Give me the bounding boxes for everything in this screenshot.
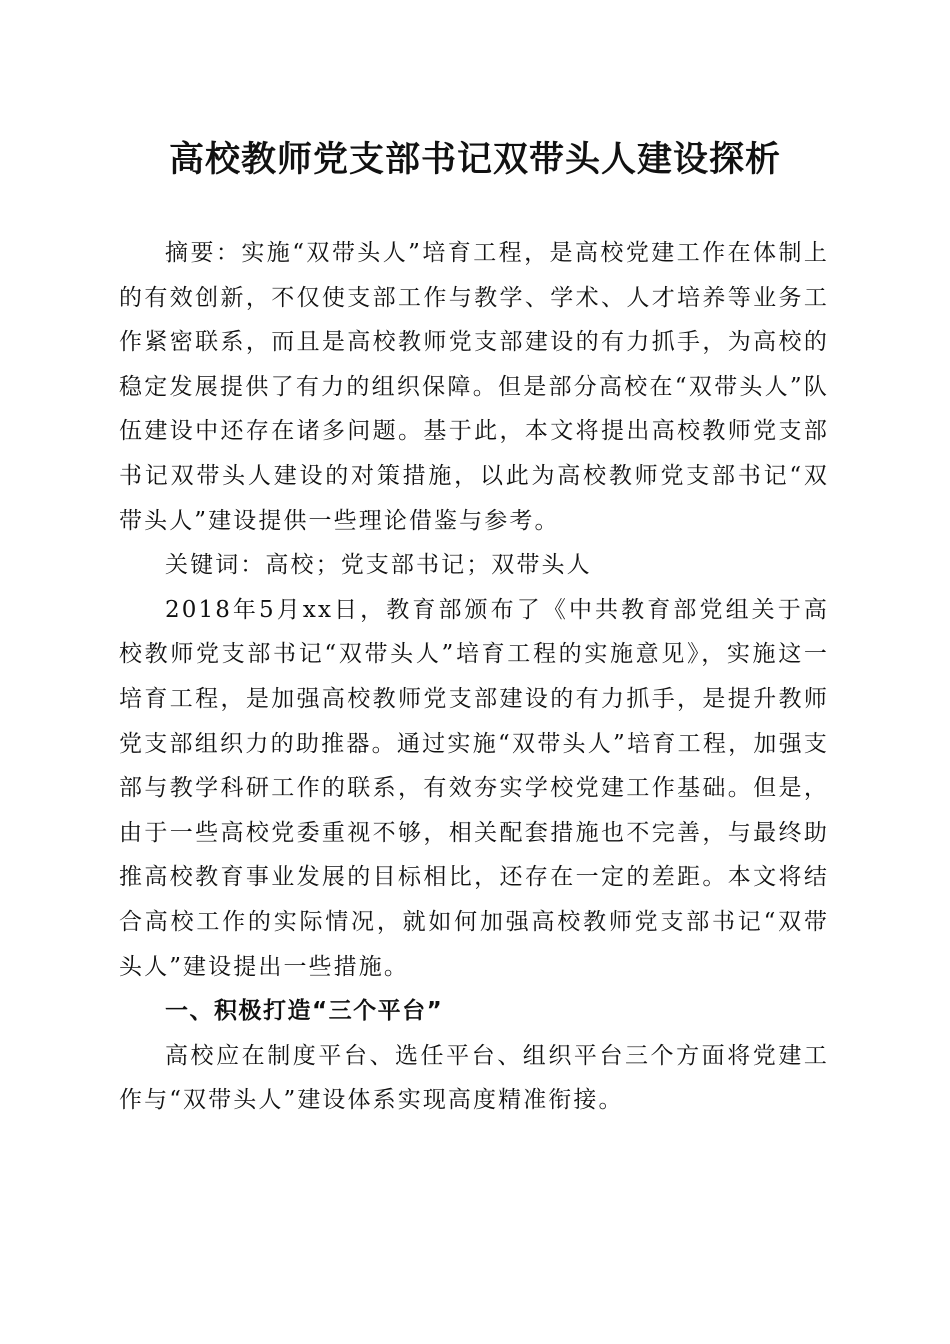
section-heading: 一、积极打造“三个平台” <box>165 998 444 1025</box>
intro-paragraph: 2018年5月xx日，教育部颁布了《中共教育部党组关于高校教师党支部书记“双带头人”培育工程的实施意见》，实施这一培育工程，是加强高校教师党支部建设的有力抓手，是提升教师党支部组织力的助推器。通过实施“双带头人”培育工程，加强支部与教学科研工作的联系，有效夯实学校党建工作基础。但是，由于一些高校党委重视不够，相关配套措施也不完善，与最终助推高校教育事业发展的目标相比，还存在一定的差距。本文将结合高校工作的实际情况，就如何加强高校教师党支部书记“双带头人”建设提出一些措施。 <box>119 596 829 980</box>
section-paragraph: 高校应在制度平台、选任平台、组织平台三个方面将党建工作与“双带头人”建设体系实现高度精准衔接。 <box>119 1042 829 1114</box>
abstract-paragraph: 摘要：实施“双带头人”培育工程，是高校党建工作在体制上的有效创新，不仅使支部工作与教学、学术、人才培养等业务工作紧密联系，而且是高校教师党支部建设的有力抓手，为高校的稳定发展提供了有力的组织保障。但是部分高校在“双带头人”队伍建设中还存在诸多问题。基于此，本文将提出高校教师党支部书记双带头人建设的对策措施，以此为高校教师党支部书记“双带头人”建设提供一些理论借鉴与参考。 <box>119 240 829 534</box>
document-title: 高校教师党支部书记双带头人建设探析 <box>168 139 781 180</box>
keywords-paragraph: 关键词：高校；党支部书记；双带头人 <box>165 552 592 579</box>
document-body <box>119 231 829 1123</box>
